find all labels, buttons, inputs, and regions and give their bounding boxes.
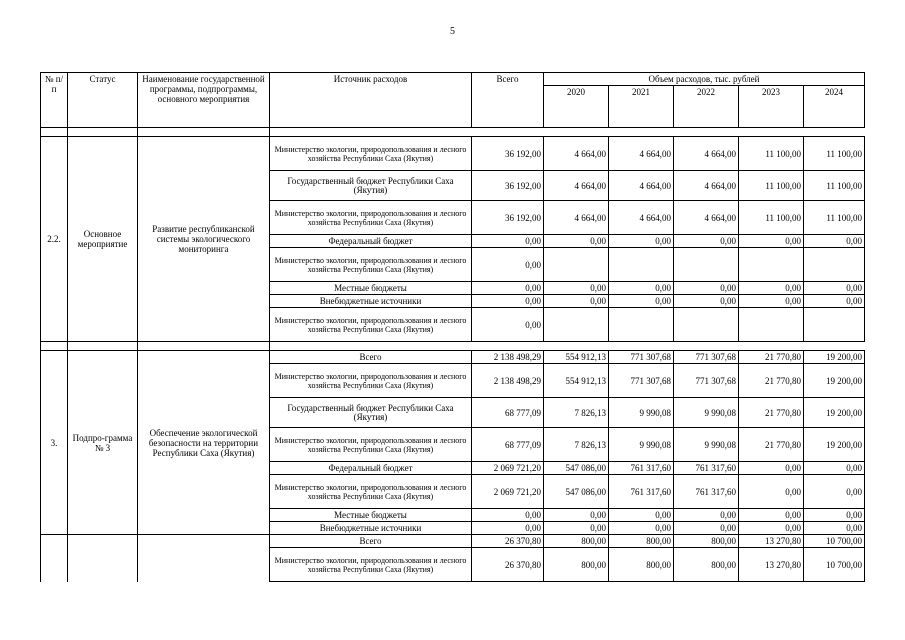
year-value-cell: 0,00 — [674, 282, 739, 295]
year-value-cell — [674, 248, 739, 282]
year-value-cell: 0,00 — [544, 235, 609, 248]
total-cell: 0,00 — [472, 509, 544, 522]
year-value-cell: 0,00 — [609, 235, 674, 248]
year-value-cell: 0,00 — [804, 282, 865, 295]
section-gap — [41, 342, 865, 351]
total-cell: 0,00 — [472, 235, 544, 248]
year-value-cell: 547 086,00 — [544, 475, 609, 509]
total-cell: 36 192,00 — [472, 171, 544, 201]
year-value-cell — [544, 308, 609, 342]
year-value-cell: 0,00 — [609, 509, 674, 522]
table-row — [41, 535, 865, 548]
year-value-cell: 761 317,60 — [609, 462, 674, 475]
source-cell: Государственный бюджет Республики Саха (Якутия) — [270, 398, 472, 428]
year-value-cell: 11 100,00 — [804, 137, 865, 171]
header-total: Всего — [472, 73, 544, 128]
year-value-cell: 4 664,00 — [609, 137, 674, 171]
year-value-cell: 13 270,80 — [739, 548, 804, 582]
year-value-cell: 9 990,08 — [609, 428, 674, 462]
year-value-cell: 0,00 — [804, 295, 865, 308]
year-value-cell — [609, 248, 674, 282]
year-value-cell: 19 200,00 — [804, 398, 865, 428]
year-value-cell — [544, 248, 609, 282]
year-value-cell: 0,00 — [739, 282, 804, 295]
year-value-cell — [804, 248, 865, 282]
source-cell: Местные бюджеты — [270, 509, 472, 522]
header-status: Статус — [68, 73, 138, 128]
year-value-cell: 11 100,00 — [739, 201, 804, 235]
source-cell: Всего — [270, 535, 472, 548]
year-value-cell: 13 270,80 — [739, 535, 804, 548]
total-cell: 26 370,80 — [472, 535, 544, 548]
year-value-cell: 7 826,13 — [544, 398, 609, 428]
year-value-cell: 0,00 — [609, 295, 674, 308]
header-no: № п/п — [41, 73, 68, 128]
year-value-cell: 0,00 — [674, 522, 739, 535]
year-value-cell: 0,00 — [739, 522, 804, 535]
source-cell: Министерство экологии, природопользования и лесного хозяйства Республики Саха (Якутия) — [270, 475, 472, 509]
year-value-cell: 771 307,68 — [674, 364, 739, 398]
total-cell: 2 138 498,29 — [472, 351, 544, 364]
year-value-cell: 0,00 — [804, 475, 865, 509]
header-source: Источник расходов — [270, 73, 472, 128]
total-cell: 0,00 — [472, 248, 544, 282]
source-cell: Внебюджетные источники — [270, 522, 472, 535]
year-value-cell: 11 100,00 — [804, 201, 865, 235]
section-gap — [41, 128, 865, 137]
year-value-cell: 4 664,00 — [674, 171, 739, 201]
year-value-cell: 0,00 — [544, 522, 609, 535]
year-value-cell: 4 664,00 — [674, 137, 739, 171]
source-cell: Министерство экологии, природопользования и лесного хозяйства Республики Саха (Якутия) — [270, 364, 472, 398]
year-value-cell: 4 664,00 — [674, 201, 739, 235]
year-value-cell: 21 770,80 — [739, 428, 804, 462]
year-value-cell: 800,00 — [544, 548, 609, 582]
total-cell: 26 370,80 — [472, 548, 544, 582]
source-cell: Министерство экологии, природопользования и лесного хозяйства Республики Саха (Якутия) — [270, 548, 472, 582]
year-value-cell — [739, 308, 804, 342]
source-cell: Министерство экологии, природопользования и лесного хозяйства Республики Саха (Якутия) — [270, 428, 472, 462]
header-year: 2023 — [739, 86, 804, 128]
year-value-cell: 800,00 — [609, 535, 674, 548]
year-value-cell: 0,00 — [804, 235, 865, 248]
source-cell: Внебюджетные источники — [270, 295, 472, 308]
year-value-cell: 0,00 — [609, 522, 674, 535]
total-cell: 0,00 — [472, 295, 544, 308]
total-cell: 2 069 721,20 — [472, 462, 544, 475]
year-value-cell: 0,00 — [739, 475, 804, 509]
source-cell: Министерство экологии, природопользования и лесного хозяйства Республики Саха (Якутия) — [270, 308, 472, 342]
year-value-cell: 761 317,60 — [674, 462, 739, 475]
year-value-cell: 0,00 — [544, 509, 609, 522]
year-value-cell: 19 200,00 — [804, 351, 865, 364]
year-value-cell: 4 664,00 — [609, 171, 674, 201]
source-cell: Министерство экологии, природопользования и лесного хозяйства Республики Саха (Якутия) — [270, 201, 472, 235]
year-value-cell: 554 912,13 — [544, 364, 609, 398]
year-value-cell: 0,00 — [739, 295, 804, 308]
source-cell: Федеральный бюджет — [270, 235, 472, 248]
year-value-cell: 0,00 — [739, 462, 804, 475]
row-number: 2.2. — [41, 137, 68, 342]
year-value-cell — [804, 308, 865, 342]
year-value-cell: 11 100,00 — [804, 171, 865, 201]
source-cell: Местные бюджеты — [270, 282, 472, 295]
empty-cell — [41, 535, 68, 582]
year-value-cell — [739, 248, 804, 282]
source-cell: Министерство экологии, природопользования и лесного хозяйства Республики Саха (Якутия) — [270, 137, 472, 171]
year-value-cell: 21 770,80 — [739, 398, 804, 428]
total-cell: 2 138 498,29 — [472, 364, 544, 398]
year-value-cell: 547 086,00 — [544, 462, 609, 475]
year-value-cell: 0,00 — [674, 509, 739, 522]
year-value-cell: 9 990,08 — [609, 398, 674, 428]
year-value-cell: 0,00 — [609, 282, 674, 295]
year-value-cell: 800,00 — [609, 548, 674, 582]
year-value-cell: 0,00 — [739, 509, 804, 522]
year-value-cell — [609, 308, 674, 342]
year-value-cell: 21 770,80 — [739, 351, 804, 364]
header-year: 2021 — [609, 86, 674, 128]
total-cell: 0,00 — [472, 282, 544, 295]
year-value-cell: 0,00 — [804, 462, 865, 475]
source-cell: Министерство экологии, природопользования и лесного хозяйства Республики Саха (Якутия) — [270, 248, 472, 282]
year-value-cell: 761 317,60 — [609, 475, 674, 509]
year-value-cell: 0,00 — [674, 295, 739, 308]
year-value-cell: 7 826,13 — [544, 428, 609, 462]
year-value-cell: 19 200,00 — [804, 428, 865, 462]
year-value-cell: 4 664,00 — [544, 201, 609, 235]
year-value-cell: 554 912,13 — [544, 351, 609, 364]
row-name: Обеспечение экологической безопасности на территории Республики Саха (Якутия) — [138, 351, 270, 535]
source-cell: Федеральный бюджет — [270, 462, 472, 475]
empty-cell — [138, 535, 270, 582]
year-value-cell: 0,00 — [544, 282, 609, 295]
table-row — [41, 351, 865, 364]
source-cell: Всего — [270, 351, 472, 364]
table-row — [41, 137, 865, 171]
year-value-cell: 4 664,00 — [544, 171, 609, 201]
source-cell: Государственный бюджет Республики Саха (Якутия) — [270, 171, 472, 201]
year-value-cell — [674, 308, 739, 342]
year-value-cell: 21 770,80 — [739, 364, 804, 398]
year-value-cell: 4 664,00 — [544, 137, 609, 171]
total-cell: 0,00 — [472, 308, 544, 342]
page-number: 5 — [450, 26, 455, 37]
year-value-cell: 0,00 — [804, 509, 865, 522]
year-value-cell: 0,00 — [804, 522, 865, 535]
budget-table — [40, 72, 865, 582]
total-cell: 68 777,09 — [472, 398, 544, 428]
empty-cell — [68, 535, 138, 582]
year-value-cell: 761 317,60 — [674, 475, 739, 509]
total-cell: 2 069 721,20 — [472, 475, 544, 509]
year-value-cell: 9 990,08 — [674, 428, 739, 462]
year-value-cell: 11 100,00 — [739, 171, 804, 201]
year-value-cell: 771 307,68 — [609, 364, 674, 398]
year-value-cell: 19 200,00 — [804, 364, 865, 398]
total-cell: 36 192,00 — [472, 201, 544, 235]
header-name: Наименование государственной программы, подпрограммы, основного мероприятия — [138, 73, 270, 128]
year-value-cell: 0,00 — [739, 235, 804, 248]
year-value-cell: 0,00 — [544, 295, 609, 308]
year-value-cell: 771 307,68 — [609, 351, 674, 364]
year-value-cell: 0,00 — [674, 235, 739, 248]
year-value-cell: 800,00 — [674, 535, 739, 548]
header-year: 2020 — [544, 86, 609, 128]
year-value-cell: 10 700,00 — [804, 548, 865, 582]
header-year: 2024 — [804, 86, 865, 128]
row-status: Подпро-грамма № 3 — [68, 351, 138, 535]
year-value-cell: 771 307,68 — [674, 351, 739, 364]
year-value-cell: 800,00 — [674, 548, 739, 582]
total-cell: 68 777,09 — [472, 428, 544, 462]
total-cell: 0,00 — [472, 522, 544, 535]
year-value-cell: 10 700,00 — [804, 535, 865, 548]
year-value-cell: 11 100,00 — [739, 137, 804, 171]
row-status: Основное мероприятие — [68, 137, 138, 342]
year-value-cell: 4 664,00 — [609, 201, 674, 235]
row-number: 3. — [41, 351, 68, 535]
header-year: 2022 — [674, 86, 739, 128]
header-volume: Объем расходов, тыс. рублей — [544, 73, 865, 86]
total-cell: 36 192,00 — [472, 137, 544, 171]
row-name: Развитие республиканской системы экологического мониторинга — [138, 137, 270, 342]
year-value-cell: 9 990,08 — [674, 398, 739, 428]
year-value-cell: 800,00 — [544, 535, 609, 548]
